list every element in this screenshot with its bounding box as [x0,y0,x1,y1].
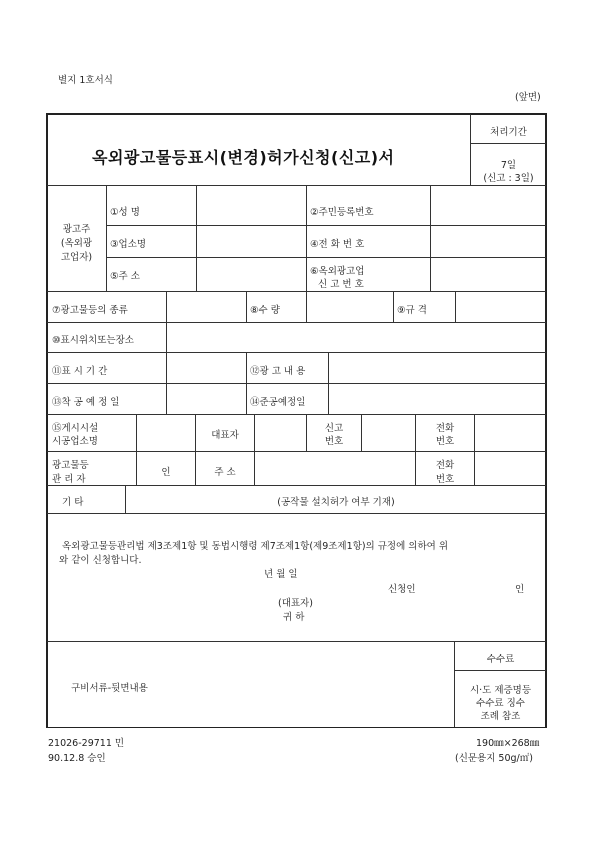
vrule-inst-5 [361,415,362,451]
installer-phone-label-2: 번호 [435,436,455,447]
form-number: 별지 1호서식 [58,75,113,86]
fee-note-1: 시·도 제증명등 [469,685,532,696]
rule-installer-bottom [47,451,546,452]
rule-location-bottom [47,352,546,353]
start-date-field[interactable] [167,385,245,413]
required-documents: 구비서류-뒷면내용 [71,683,148,694]
ad-kind-field[interactable] [167,293,245,321]
name-field[interactable] [197,186,305,224]
display-period-label: ⑪표 시 기 간 [52,366,108,377]
address-label: ⑤주 소 [110,271,140,282]
vrule-inst-7 [474,415,475,485]
installer-phone-label-1: 전화 [435,423,455,434]
advertiser-group-label-1: 광고주 [62,224,91,235]
start-date-label: ⑬착 공 예 정 일 [52,397,120,408]
processing-days: 7일 [500,160,517,171]
fee-note-2: 수수료 징수 [476,698,525,709]
processing-period-label: 처리기간 [490,127,527,138]
business-name-field[interactable] [197,226,305,256]
name-label: ①성 명 [110,207,140,218]
report-number-label-1: 신고 [324,423,344,434]
declaration-line-2: 와 같이 신청합니다. [59,555,142,566]
other-note: (공작물 설치허가 여부 기재) [277,497,395,508]
application-date: 년 월 일 [264,569,298,580]
vrule-inst-3 [254,415,255,485]
phone-field[interactable] [431,226,545,256]
advertiser-group-label-2: (옥외광 [60,238,93,249]
phone-number-label: ④전 화 번 호 [310,239,365,250]
ad-kind-label: ⑦광고물등의 종류 [52,305,128,316]
rule-manager-bottom [47,485,546,486]
manager-address-label: 주 소 [214,467,236,478]
addressee: 귀 하 [283,612,305,623]
report-number-label-2: 번호 [324,436,344,447]
manager-seal: 인 [161,467,171,478]
vrule-period-2 [246,353,247,414]
representative-note: (대표자) [278,598,313,609]
applicant-seal: 인 [515,584,525,595]
advertiser-group-label-3: 고업자) [60,252,93,263]
installer-label-2: 시공업소명 [52,436,98,447]
installer-label-1: ⑮게시시설 [52,423,99,434]
rule-fee-mid [454,670,546,671]
registration-label-1: ⑥옥외광고업 [310,266,365,277]
applicant-label: 신청인 [388,584,416,595]
paper-size: 190㎜×268㎜ [476,738,540,749]
quantity-label: ⑧수 량 [250,305,280,316]
form-title: 옥외광고물등표시(변경)허가신청(신고)서 [92,148,395,167]
size-field[interactable] [456,293,545,321]
size-label: ⑨규 격 [397,305,427,316]
rule-processing-mid [470,143,546,144]
vrule-adv-group [106,186,107,291]
address-field[interactable] [197,258,305,290]
rule-start-bottom [47,414,546,415]
fee-note-3: 조례 참조 [480,711,521,722]
processing-report-days: (신고 : 3일) [483,173,534,184]
location-field[interactable] [167,324,545,351]
resident-id-label: ②주민등록번호 [310,207,374,218]
end-date-label: ⑭준공예정일 [250,397,306,408]
registration-label-2: 신 고 번 호 [318,279,364,290]
approval-date: 90.12.8 승인 [48,753,106,764]
page-side-label: (앞면) [515,92,541,103]
ad-content-label: ⑫광 고 내 용 [250,366,306,377]
vrule-adv-c2 [306,186,307,291]
form-code: 21026-29711 민 [48,738,125,749]
manager-label-2: 관 리 자 [52,474,86,485]
rule-declaration-bottom [47,641,546,642]
other-label: 기 타 [62,497,84,508]
representative-label: 대표자 [211,430,239,441]
resident-id-field[interactable] [431,186,545,224]
quantity-field[interactable] [307,293,392,321]
fee-label: 수수료 [486,654,515,665]
rule-period-bottom [47,383,546,384]
vrule-kind-4 [393,292,394,322]
declaration-line-1: 옥외광고물등관리법 제3조제1항 및 동법시행령 제7조제1항(제9조제1항)의 규정에 의하여 위 [62,541,449,552]
rule-adv-bottom [47,291,546,292]
vrule-kind-2 [246,292,247,322]
paper-type: (신문용지 50g/㎡) [455,753,533,764]
business-name-label: ③업소명 [110,239,147,250]
rule-other-bottom [47,513,546,514]
ad-content-field[interactable] [329,354,545,382]
location-label: ⑩표시위치또는장소 [52,335,134,346]
manager-phone-label-2: 번호 [435,474,455,485]
manager-phone-label-1: 전화 [435,460,455,471]
rule-kind-bottom [47,322,546,323]
display-period-field[interactable] [167,354,245,382]
registration-field[interactable] [431,258,545,290]
manager-label-1: 광고물등 [52,460,89,471]
end-date-field[interactable] [329,385,545,413]
